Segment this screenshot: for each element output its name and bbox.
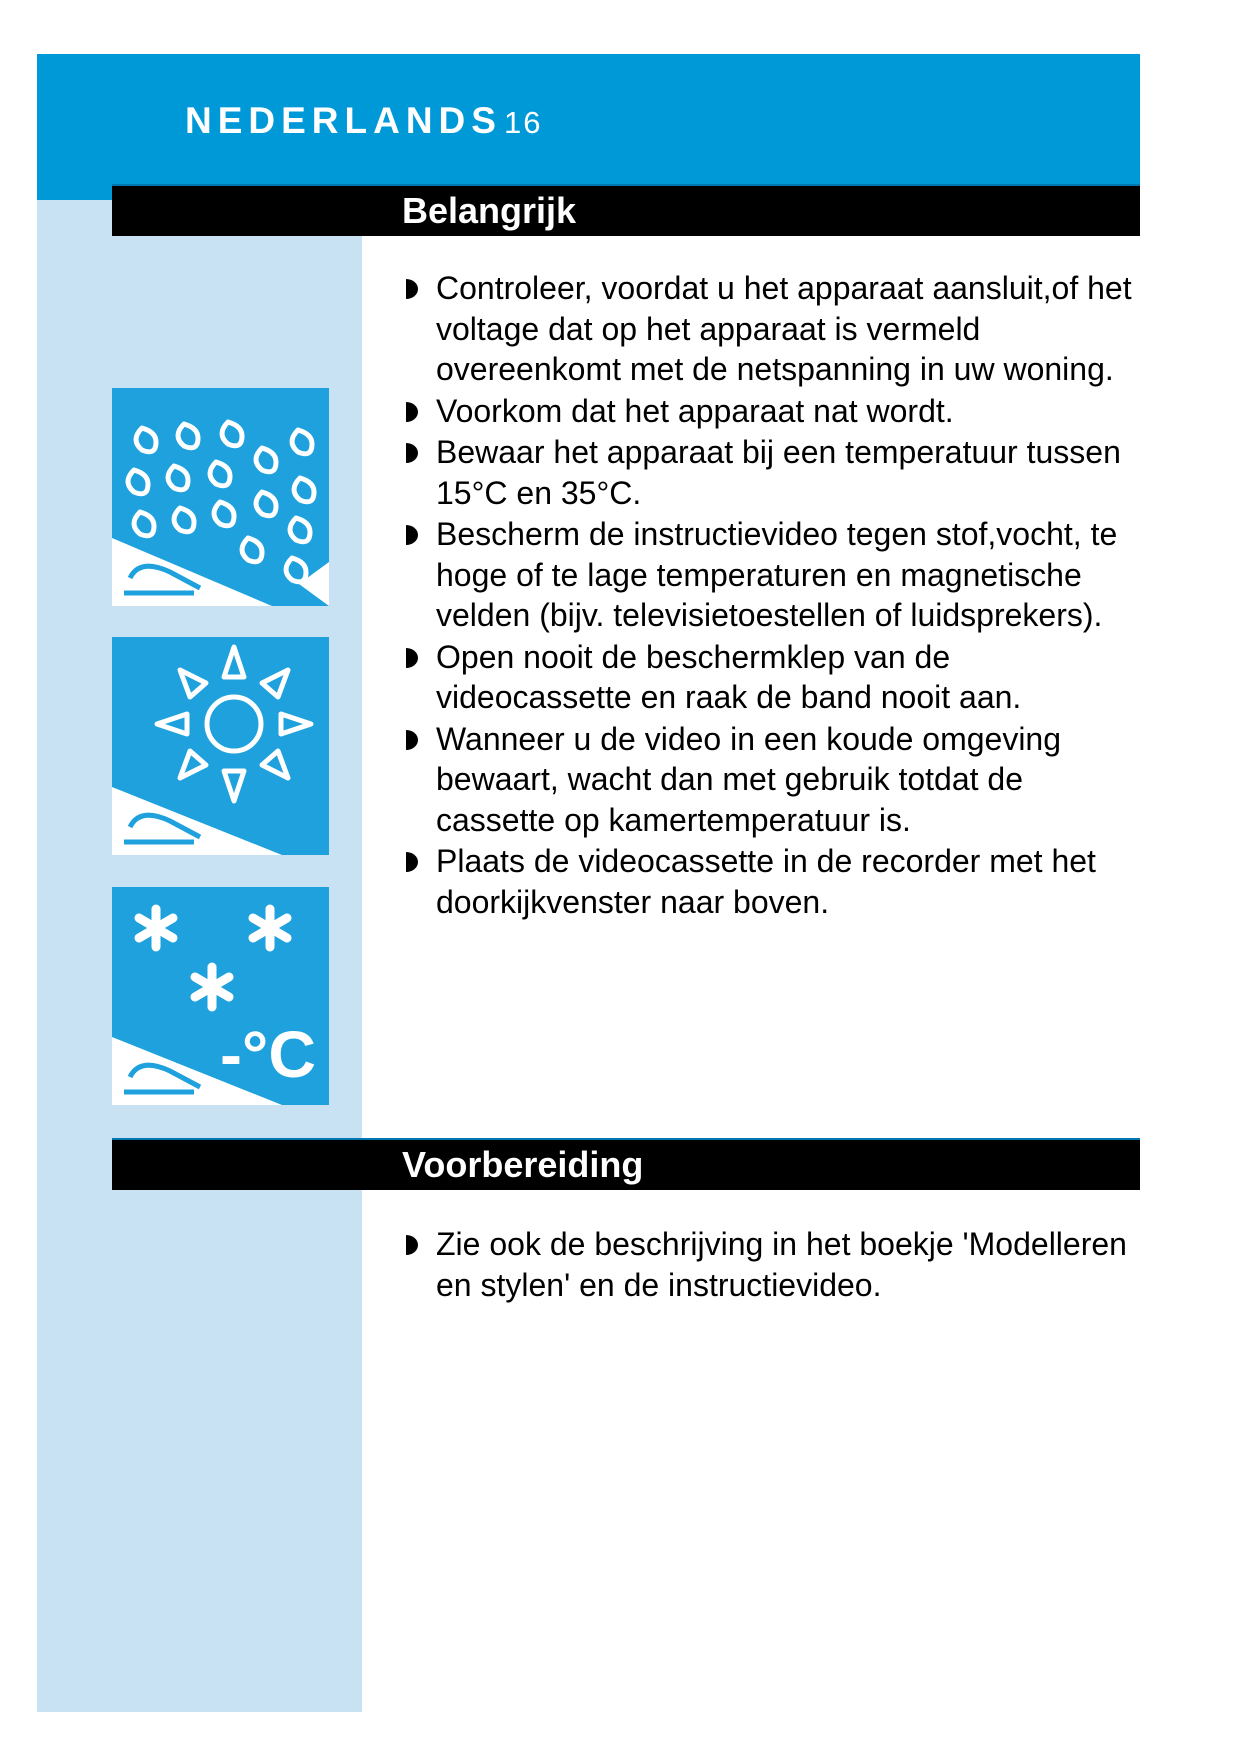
list-item: Open nooit de beschermklep van de videocassette en raak de band nooit aan. xyxy=(400,637,1145,718)
bullet-icon xyxy=(400,522,426,548)
water-drops-icon xyxy=(112,388,329,606)
bullet-icon xyxy=(400,727,426,753)
section-title-belangrijk: Belangrijk xyxy=(402,190,577,231)
list-item: Plaats de videocassette in de recorder met het doorkijkvenster naar boven. xyxy=(400,841,1145,922)
page-title xyxy=(185,100,542,142)
bullet-icon xyxy=(400,276,426,302)
sun-icon xyxy=(112,637,329,855)
tile-pointer xyxy=(299,562,329,606)
bullet-icon xyxy=(400,399,426,425)
sidebar-panel xyxy=(37,54,362,1712)
list-item: Voorkom dat het apparaat nat wordt. xyxy=(400,391,1145,432)
section-bar-voorbereiding xyxy=(112,1138,1140,1190)
bullet-icon xyxy=(400,849,426,875)
bullet-icon xyxy=(400,645,426,671)
list-item: Wanneer u de video in een koude omgeving bewaart, wacht dan met gebruik totdat de cassette op kamertemperatuur is. xyxy=(400,719,1145,841)
bullet-icon xyxy=(400,1232,426,1258)
list-voorbereiding xyxy=(400,1224,1145,1306)
cold-snowflakes-icon xyxy=(112,887,329,1105)
section-bar-belangrijk xyxy=(112,184,1140,236)
list-item: Zie ook de beschrijving in het boekje 'Modelleren en stylen' en de instructievideo. xyxy=(400,1224,1145,1305)
section-title-voorbereiding: Voorbereiding xyxy=(402,1144,644,1185)
language-label: NEDERLANDS xyxy=(185,100,502,141)
page-number: 16 xyxy=(503,105,543,140)
list-item: Bewaar het apparaat bij een temperatuur tussen 15°C en 35°C. xyxy=(400,432,1145,513)
list-item: Controleer, voordat u het apparaat aansluit,of het voltage dat op het apparaat is vermeld overeenkomt met de netspanning in uw woning. xyxy=(400,268,1145,390)
list-belangrijk xyxy=(400,268,1145,923)
bullet-icon xyxy=(400,440,426,466)
temperature-label: -°C xyxy=(219,1017,316,1091)
list-item: Bescherm de instructievideo tegen stof,vocht, te hoge of te lage temperaturen en magnetische velden (bijv. televisietoestellen of luidsprekers). xyxy=(400,514,1145,636)
